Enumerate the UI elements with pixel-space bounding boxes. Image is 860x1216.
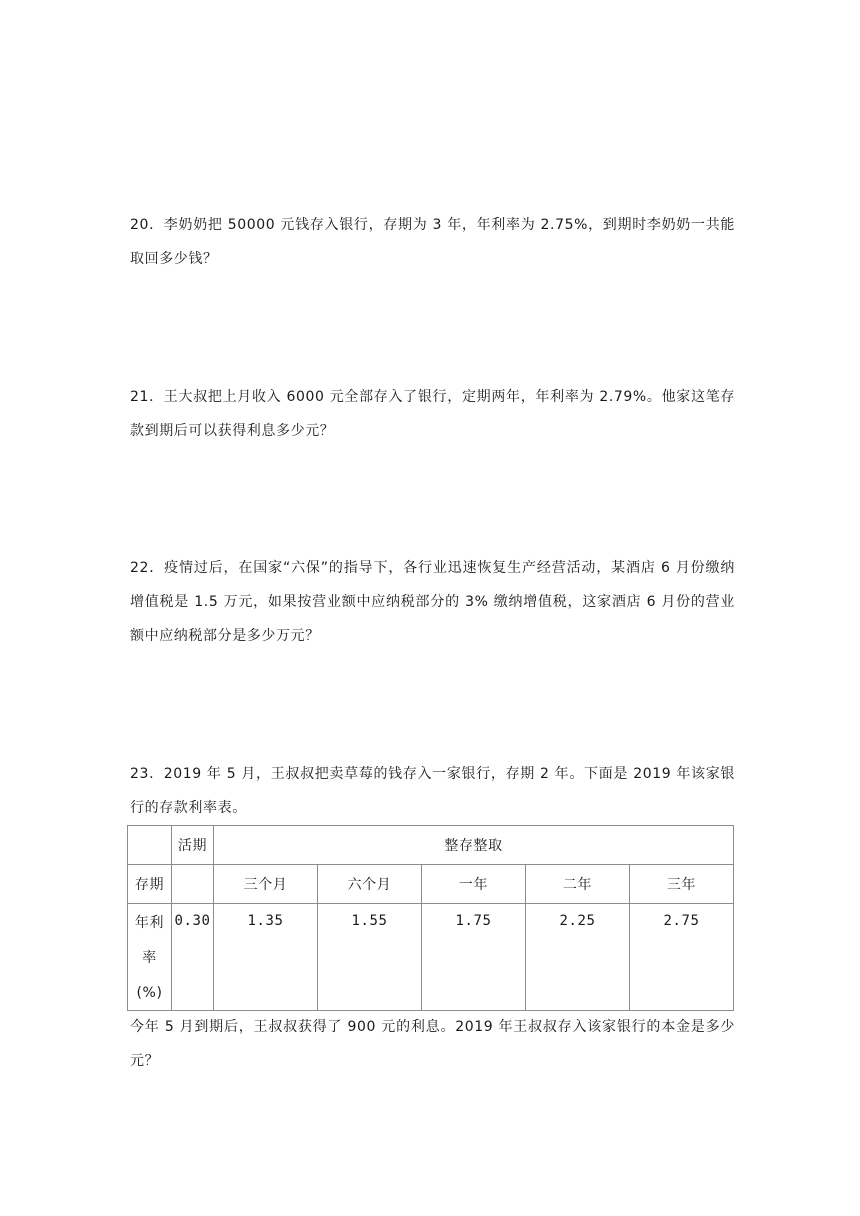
current-rate-value: 0.30 <box>174 913 211 929</box>
header-fixed-deposit: 整存整取 <box>214 826 734 865</box>
term-cell: 三个月 <box>214 865 318 904</box>
header-current-deposit: 活期 <box>172 826 214 865</box>
question-23: 23．2019 年 5 月，王叔叔把卖草莓的钱存入一家银行，存期 2 年。下面是 2019 年该家银行的存款利率表。 <box>130 766 735 816</box>
rate-label-cell <box>128 904 172 1011</box>
rate-cell <box>214 904 318 1011</box>
interest-rate-table <box>127 825 734 1011</box>
rate-label-line: 率 <box>142 950 157 966</box>
rate-value: 2.75 <box>663 913 700 929</box>
table-header-row <box>128 826 734 865</box>
term-cell: 三年 <box>630 865 734 904</box>
term-cell: 二年 <box>526 865 630 904</box>
question-22: 22．疫情过后，在国家“六保”的指导下，各行业迅速恢复生产经营活动，某酒店 6 月份缴纳增值税是 1.5 万元，如果按营业额中应纳税部分的 3% 缴纳增值税，这家酒店 6 月份的营业额中应纳税部分是多少万元？ <box>130 560 735 644</box>
term-label-cell: 存期 <box>128 865 172 904</box>
table-term-row <box>128 865 734 904</box>
table-rate-row <box>128 904 734 1011</box>
rate-cell <box>526 904 630 1011</box>
question-20: 20．李奶奶把 50000 元钱存入银行，存期为 3 年，年利率为 2.75%，到期时李奶奶一共能取回多少钱？ <box>130 217 735 267</box>
rate-label-line: 年利 <box>134 915 165 931</box>
term-current-empty-cell <box>172 865 214 904</box>
rate-value: 1.35 <box>247 913 284 929</box>
rate-cell <box>318 904 422 1011</box>
rate-value: 1.55 <box>351 913 388 929</box>
question-21: 21．王大叔把上月收入 6000 元全部存入了银行，定期两年，年利率为 2.79%。他家这笔存款到期后可以获得利息多少元？ <box>130 389 735 439</box>
rate-cell <box>422 904 526 1011</box>
question-23-followup: 今年 5 月到期后，王叔叔获得了 900 元的利息。2019 年王叔叔存入该家银行的本金是多少元？ <box>130 1019 735 1069</box>
rate-value: 1.75 <box>455 913 492 929</box>
current-rate-cell <box>172 904 214 1011</box>
rate-label-line: (%) <box>136 985 163 1001</box>
table-corner-cell <box>128 826 172 865</box>
rate-value: 2.25 <box>559 913 596 929</box>
term-cell: 一年 <box>422 865 526 904</box>
rate-cell <box>630 904 734 1011</box>
term-cell: 六个月 <box>318 865 422 904</box>
